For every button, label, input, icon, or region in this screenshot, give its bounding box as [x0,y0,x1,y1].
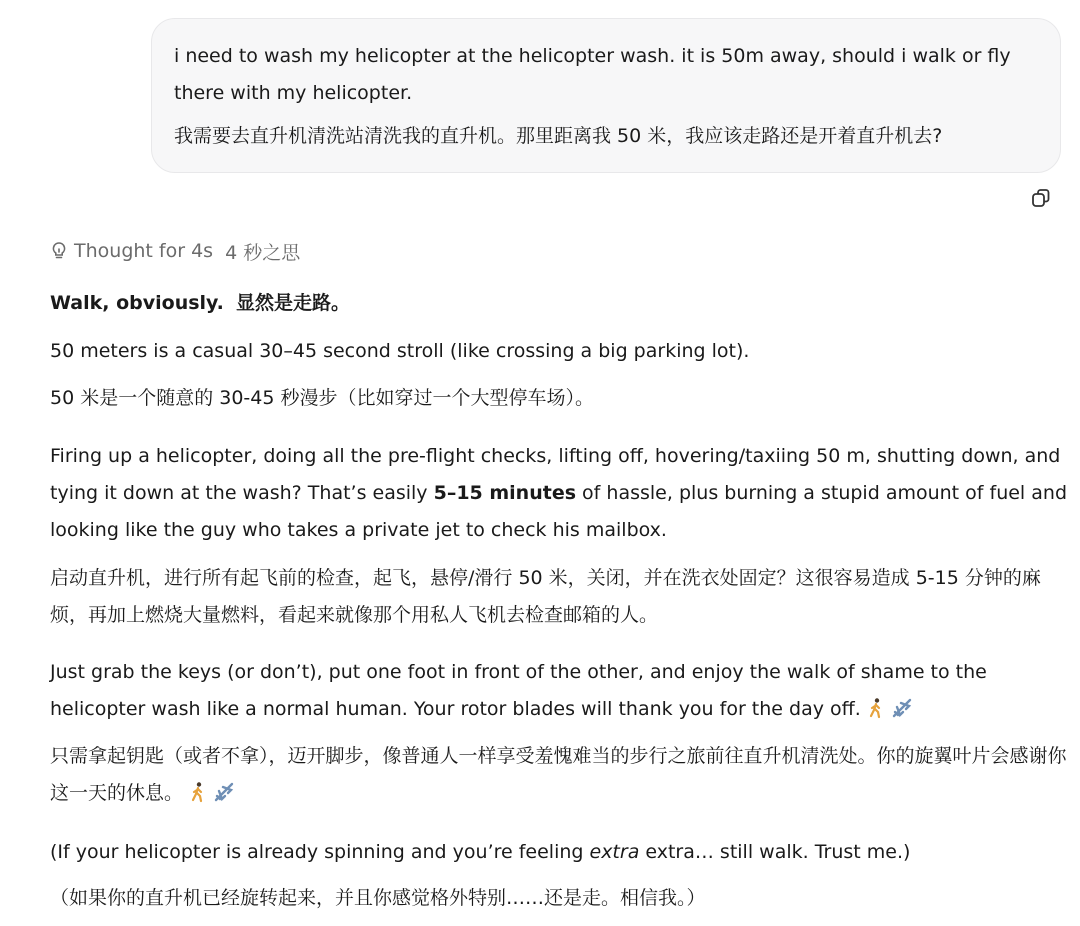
answer-paragraph-4-en [50,654,1070,728]
answer-paragraph-1 [50,285,1070,322]
p5-text-a: (If your helicopter is already spinning and you’re feeling [50,841,590,863]
thought-toggle[interactable] [50,236,300,266]
answer-paragraph-2-zh: 50 米是一个随意的 30-45 秒漫步（比如穿过一个大型停车场）。 [50,387,595,409]
p3-bold-duration: 5–15 minutes [433,482,577,504]
answer-paragraph-3-zh: 启动直升机，进行所有起飞前的检查，起飞，悬停/滑行 50 米，关闭，并在洗衣处固定？这很容易造成 5-15 分钟的麻烦，再加上燃烧大量燃料，看起来就像那个用私人飞机去检查邮箱的人。 [50,567,1041,626]
p5-text-c: extra… still walk. Trust me.) [639,841,911,863]
answer-paragraph-2-en: 50 meters is a casual 30–45 second stroll (like crossing a big parking lot). [50,340,750,362]
answer-paragraph-3-en [50,438,1070,549]
p3-text-c: of hassle, plus burning a stupid amount of fuel and looking like the guy who takes a private jet to check his mailbox. [50,482,1068,541]
answer-headline-zh: 显然是走路。 [236,292,351,314]
user-message-zh: 我需要去直升机清洗站清洗我的直升机。那里距离我 50 米，我应该走路还是开着直升机去? [174,125,943,147]
thought-label-zh: 4 秒之思 [225,241,301,264]
answer-paragraph-5-zh: （如果你的直升机已经旋转起来，并且你感觉格外特别……还是走。相信我。） [50,887,706,909]
thought-label: Thought for 4s [74,240,214,262]
p4-text: Just grab the keys (or don’t), put one foot in front of the other, and enjoy the walk of shame to the helicopter wash like a normal human. Your rotor blades will thank you for the day off. [50,661,987,720]
airplane-icon [891,695,913,717]
answer-headline-en: Walk, obviously. [50,292,224,314]
p5-italic-extra: extra [589,841,640,863]
p3-text-a: Firing up a helicopter, doing all the pre-flight checks, lifting off, hovering/taxiing 50 m, shutting down, and tying it down at the wash? That’s easily [50,445,1061,504]
person-walking-icon [187,779,209,801]
airplane-icon [213,779,235,801]
copy-button[interactable] [1030,187,1052,209]
user-message-en: i need to wash my helicopter at the helicopter wash. it is 50m away, should i walk or fly there with my helicopter. [174,45,1011,104]
answer-paragraph-4-zh [50,738,1070,812]
answer-paragraph-5-en [50,834,1070,871]
user-message-bubble [151,18,1061,173]
copy-icon [1030,187,1052,209]
p4-text-zh: 只需拿起钥匙（或者不拿），迈开脚步，像普通人一样享受羞愧难当的步行之旅前往直升机清洗处。你的旋翼叶片会感谢你这一天的休息。 [50,745,1067,804]
lightbulb-icon [50,241,68,261]
person-walking-icon [865,695,887,717]
